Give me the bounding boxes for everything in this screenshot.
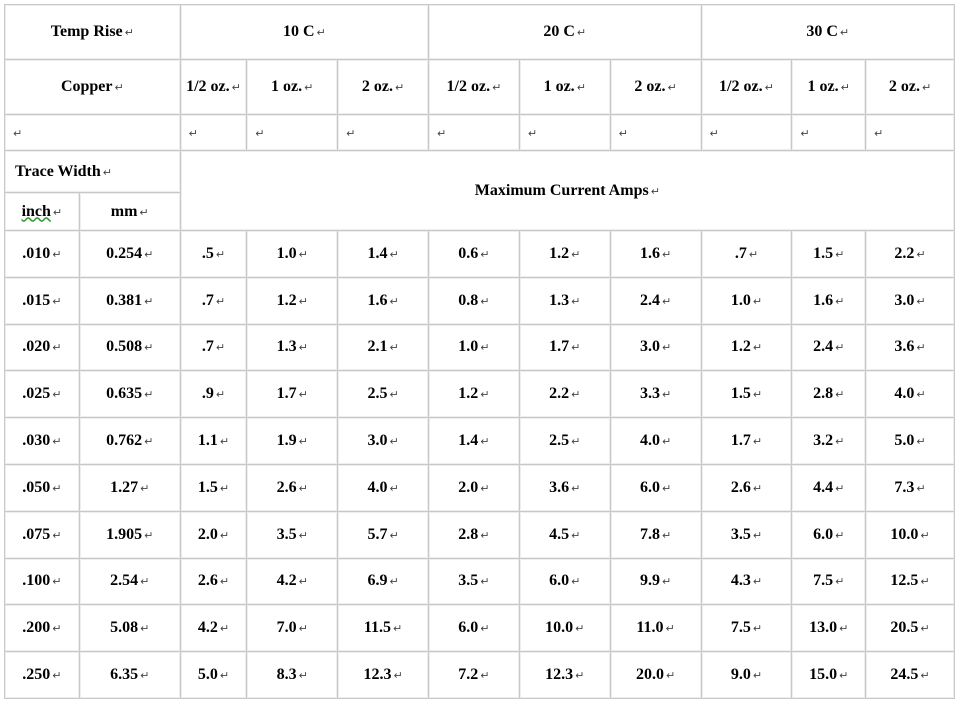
amps-cell: 8.3 ↵ [247, 652, 338, 699]
table-row [5, 277, 955, 324]
current-capacity-table [4, 4, 955, 699]
mm-cell: 1.905 ↵ [79, 511, 180, 558]
amps-cell: 1.0 ↵ [428, 324, 519, 371]
amps-cell: 1.0 ↵ [247, 231, 338, 278]
table-row [5, 558, 955, 605]
inch-cell: .200 ↵ [5, 605, 80, 652]
empty-cell: ↵ [247, 115, 338, 151]
inch-cell: .100 ↵ [5, 558, 80, 605]
max-current-header: Maximum Current Amps ↵ [180, 151, 954, 231]
amps-cell: 7.8 ↵ [610, 511, 701, 558]
amps-cell: 1.2 ↵ [247, 277, 338, 324]
amps-cell: 5.7 ↵ [338, 511, 429, 558]
amps-cell: 4.4 ↵ [792, 464, 866, 511]
amps-cell: 4.0 ↵ [338, 464, 429, 511]
table-row [5, 418, 955, 465]
amps-cell: 2.2 ↵ [519, 371, 610, 418]
amps-cell: 24.5 ↵ [866, 652, 955, 699]
amps-cell: .7 ↵ [180, 324, 247, 371]
amps-cell: 7.3 ↵ [866, 464, 955, 511]
amps-cell: 5.0 ↵ [866, 418, 955, 465]
header-row-temp [5, 5, 955, 60]
amps-cell: 0.8 ↵ [428, 277, 519, 324]
mm-header: mm ↵ [79, 193, 180, 231]
inch-cell: .050 ↵ [5, 464, 80, 511]
inch-cell: .010 ↵ [5, 231, 80, 278]
amps-cell: 1.5 ↵ [180, 464, 247, 511]
amps-cell: 15.0 ↵ [792, 652, 866, 699]
amps-cell: 1.7 ↵ [701, 418, 792, 465]
amps-cell: 2.0 ↵ [428, 464, 519, 511]
amps-cell: 4.3 ↵ [701, 558, 792, 605]
amps-cell: 7.0 ↵ [247, 605, 338, 652]
amps-cell: 5.0 ↵ [180, 652, 247, 699]
amps-cell: 2.4 ↵ [610, 277, 701, 324]
amps-cell: 2.5 ↵ [519, 418, 610, 465]
amps-cell: 7.5 ↵ [701, 605, 792, 652]
amps-cell: 4.0 ↵ [610, 418, 701, 465]
copper-header: Copper ↵ [5, 60, 181, 115]
amps-cell: 6.0 ↵ [428, 605, 519, 652]
oz-header: 2 oz. ↵ [866, 60, 955, 115]
amps-cell: 2.2 ↵ [866, 231, 955, 278]
amps-cell: 3.3 ↵ [610, 371, 701, 418]
amps-cell: 2.8 ↵ [428, 511, 519, 558]
empty-cell: ↵ [866, 115, 955, 151]
temp-10c-header: 10 C ↵ [180, 5, 428, 60]
inch-cell: .015 ↵ [5, 277, 80, 324]
amps-cell: 1.6 ↵ [792, 277, 866, 324]
empty-cell: ↵ [428, 115, 519, 151]
empty-cell: ↵ [180, 115, 247, 151]
amps-cell: 1.3 ↵ [247, 324, 338, 371]
amps-cell: 1.9 ↵ [247, 418, 338, 465]
amps-cell: 12.3 ↵ [338, 652, 429, 699]
amps-cell: 1.6 ↵ [610, 231, 701, 278]
inch-cell: .025 ↵ [5, 371, 80, 418]
amps-cell: 13.0 ↵ [792, 605, 866, 652]
amps-cell: .7 ↵ [180, 277, 247, 324]
amps-cell: 1.3 ↵ [519, 277, 610, 324]
inch-cell: .030 ↵ [5, 418, 80, 465]
oz-header: 1/2 oz. ↵ [428, 60, 519, 115]
mm-cell: 1.27 ↵ [79, 464, 180, 511]
amps-cell: 1.5 ↵ [701, 371, 792, 418]
mm-cell: 0.635 ↵ [79, 371, 180, 418]
oz-header: 1/2 oz. ↵ [180, 60, 247, 115]
empty-cell: ↵ [610, 115, 701, 151]
amps-cell: 2.0 ↵ [180, 511, 247, 558]
amps-cell: 1.2 ↵ [519, 231, 610, 278]
amps-cell: 3.5 ↵ [247, 511, 338, 558]
amps-cell: 6.0 ↵ [519, 558, 610, 605]
amps-cell: 2.8 ↵ [792, 371, 866, 418]
mm-cell: 5.08 ↵ [79, 605, 180, 652]
amps-cell: 11.5 ↵ [338, 605, 429, 652]
amps-cell: 3.2 ↵ [792, 418, 866, 465]
amps-cell: 7.2 ↵ [428, 652, 519, 699]
table-row [5, 371, 955, 418]
amps-cell: 3.6 ↵ [519, 464, 610, 511]
amps-cell: 12.3 ↵ [519, 652, 610, 699]
table-row [5, 464, 955, 511]
inch-cell: .250 ↵ [5, 652, 80, 699]
empty-cell: ↵ [701, 115, 792, 151]
amps-cell: 1.2 ↵ [701, 324, 792, 371]
amps-cell: 2.4 ↵ [792, 324, 866, 371]
empty-cell: ↵ [519, 115, 610, 151]
oz-header: 1 oz. ↵ [519, 60, 610, 115]
empty-cell: ↵ [5, 115, 181, 151]
amps-cell: 6.0 ↵ [792, 511, 866, 558]
amps-cell: 2.6 ↵ [180, 558, 247, 605]
amps-cell: 2.5 ↵ [338, 371, 429, 418]
empty-cell: ↵ [792, 115, 866, 151]
amps-cell: 4.0 ↵ [866, 371, 955, 418]
oz-header: 1 oz. ↵ [247, 60, 338, 115]
table-row [5, 231, 955, 278]
mm-cell: 0.762 ↵ [79, 418, 180, 465]
amps-cell: 3.0 ↵ [338, 418, 429, 465]
inch-cell: .075 ↵ [5, 511, 80, 558]
amps-cell: 1.6 ↵ [338, 277, 429, 324]
amps-cell: 1.4 ↵ [428, 418, 519, 465]
amps-cell: 2.6 ↵ [247, 464, 338, 511]
oz-header: 2 oz. ↵ [338, 60, 429, 115]
temp-30c-header: 30 C ↵ [701, 5, 954, 60]
amps-cell: 1.5 ↵ [792, 231, 866, 278]
mm-cell: 6.35 ↵ [79, 652, 180, 699]
amps-cell: 3.0 ↵ [866, 277, 955, 324]
amps-cell: 3.5 ↵ [428, 558, 519, 605]
amps-cell: 1.7 ↵ [247, 371, 338, 418]
amps-cell: .5 ↵ [180, 231, 247, 278]
amps-cell: 12.5 ↵ [866, 558, 955, 605]
amps-cell: .7 ↵ [701, 231, 792, 278]
temp-rise-header: Temp Rise ↵ [5, 5, 181, 60]
oz-header: 1 oz. ↵ [792, 60, 866, 115]
table-row [5, 605, 955, 652]
amps-cell: 7.5 ↵ [792, 558, 866, 605]
amps-cell: 6.9 ↵ [338, 558, 429, 605]
header-row-copper [5, 60, 955, 115]
amps-cell: 11.0 ↵ [610, 605, 701, 652]
amps-cell: 20.0 ↵ [610, 652, 701, 699]
amps-cell: 2.1 ↵ [338, 324, 429, 371]
oz-header: 2 oz. ↵ [610, 60, 701, 115]
amps-cell: 9.9 ↵ [610, 558, 701, 605]
mm-cell: 0.508 ↵ [79, 324, 180, 371]
amps-cell: 10.0 ↵ [866, 511, 955, 558]
amps-cell: 1.4 ↵ [338, 231, 429, 278]
amps-cell: 1.7 ↵ [519, 324, 610, 371]
table-row [5, 324, 955, 371]
amps-cell: 1.0 ↵ [701, 277, 792, 324]
amps-cell: 0.6 ↵ [428, 231, 519, 278]
amps-cell: 3.6 ↵ [866, 324, 955, 371]
amps-cell: .9 ↵ [180, 371, 247, 418]
temp-20c-header: 20 C ↵ [428, 5, 701, 60]
empty-row [5, 115, 955, 151]
amps-cell: 3.5 ↵ [701, 511, 792, 558]
mm-cell: 0.254 ↵ [79, 231, 180, 278]
amps-cell: 4.2 ↵ [180, 605, 247, 652]
amps-cell: 1.2 ↵ [428, 371, 519, 418]
amps-cell: 6.0 ↵ [610, 464, 701, 511]
amps-cell: 20.5 ↵ [866, 605, 955, 652]
mm-cell: 0.381 ↵ [79, 277, 180, 324]
oz-header: 1/2 oz. ↵ [701, 60, 792, 115]
amps-cell: 9.0 ↵ [701, 652, 792, 699]
amps-cell: 4.2 ↵ [247, 558, 338, 605]
header-row-trace [5, 151, 955, 193]
amps-cell: 1.1 ↵ [180, 418, 247, 465]
mm-cell: 2.54 ↵ [79, 558, 180, 605]
amps-cell: 3.0 ↵ [610, 324, 701, 371]
amps-cell: 4.5 ↵ [519, 511, 610, 558]
table-row [5, 652, 955, 699]
table-row [5, 511, 955, 558]
trace-width-header: Trace Width ↵ [5, 151, 181, 193]
inch-cell: .020 ↵ [5, 324, 80, 371]
inch-header: inch ↵ [5, 193, 80, 231]
amps-cell: 10.0 ↵ [519, 605, 610, 652]
amps-cell: 2.6 ↵ [701, 464, 792, 511]
empty-cell: ↵ [338, 115, 429, 151]
